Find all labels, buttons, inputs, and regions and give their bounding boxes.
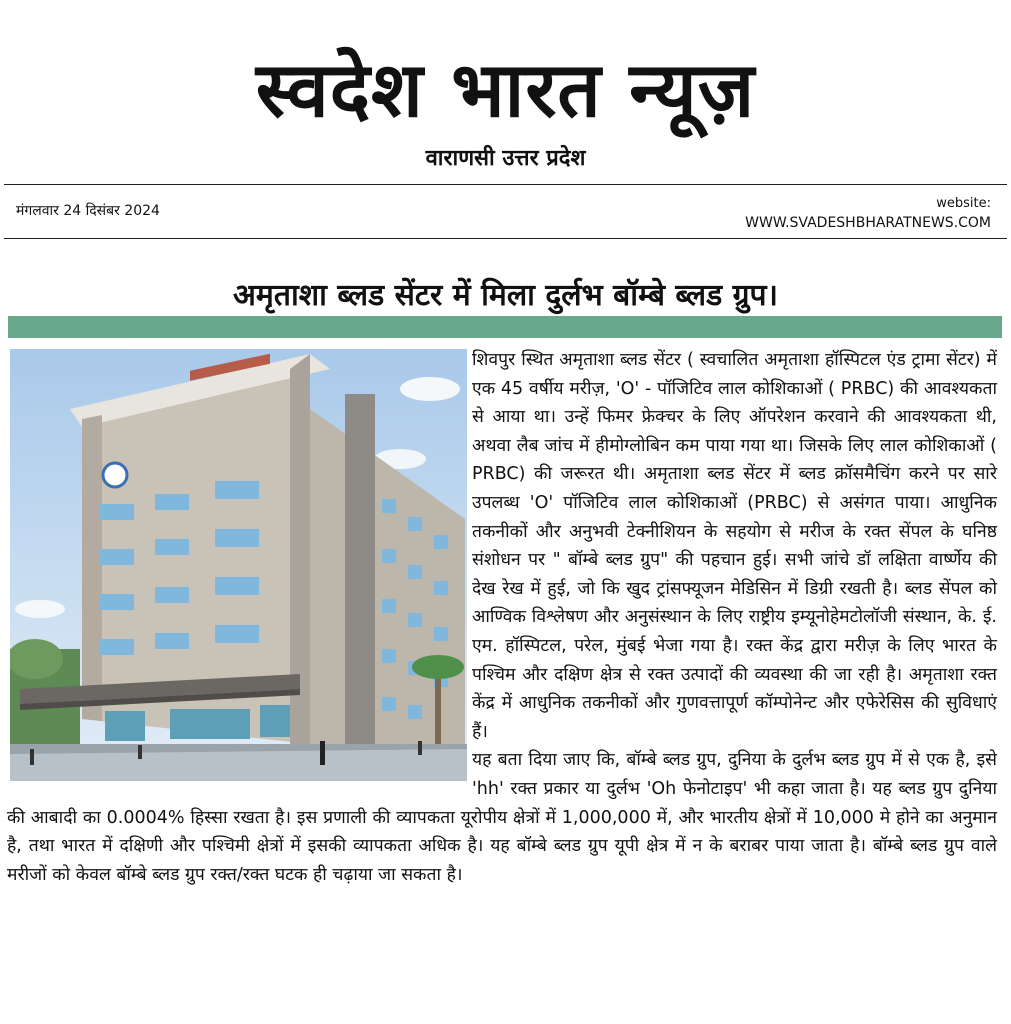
top-divider [4,184,1007,185]
accent-bar [8,316,1002,338]
issue-date: मंगलवार 24 दिसंबर 2024 [16,203,160,219]
website-link[interactable]: WWW.SVADESHBHARATNEWS.COM [745,215,991,231]
bottom-divider [4,238,1007,239]
article-paragraph-2: यह बता दिया जाए कि, बॉम्बे ब्लड ग्रुप, दुनिया के दुर्लभ ब्लड ग्रुप में से एक है, इसे 'hh' रक्त प्रकार या दुर्लभ 'Oh फेनोटाइप' भी कहा जाता है। यह ब्लड ग्रुप दुनिया की आबादी का 0.0004% हिस्सा रखता है। इस प्रणाली की व्यापकता यूरोपीय क्षेत्रों में 1,000,000 में, और भारतीय क्षेत्रों में 10,000 मे होने का अनुमान है, तथा भारत में दक्षिणी और पश्चिमी क्षेत्रों में इसकी व्यापकता अधिक है। यह बॉम्बे ब्लड ग्रुप यूपी क्षेत्र में न के बराबर पाया जाता है। बॉम्बे ब्लड ग्रुप वाले मरीजों को केवल बॉम्बे ब्लड ग्रुप रक्त/रक्त घटक ही चढ़ाया जा सकता है। [7,750,997,885]
article-headline: अमृताशा ब्लड सेंटर में मिला दुर्लभ बॉम्बे ब्लड ग्रुप। [233,278,778,313]
image-wrap-spacer [7,346,472,792]
newspaper-title: स्वदेश भारत न्यूज़ [255,45,756,134]
article-paragraph-1: शिवपुर स्थित अमृताशा ब्लड सेंटर ( स्वचालित अमृताशा हॉस्पिटल एंड ट्रामा सेंटर) में एक 45 वर्षीय मरीज़, 'O' - पॉजिटिव लाल कोशिकाओं ( PRBC) की आवश्यकता से आया था। उन्हें फिमर फ्रेक्चर के लिए ऑपरेशन करवाने की आवश्यकता थी, अथवा लैब जांच में हीमोग्लोबिन कम पाया गया था। जिसके लिए लाल कोशिकाओं ( PRBC) की जरूरत थी। अमृताशा ब्लड सेंटर में ब्लड क्रॉसमैचिंग करने पर सारे उपलब्ध 'O' पॉजिटिव लाल कोशिकाओं (PRBC) से असंगत पाया। आधुनिक तकनीकों और अनुभवी टेक्नीशियन के सहयोग से मरीज के रक्त सेंपल के घनिष्ठ संशोधन पर " बॉम्बे ब्लड ग्रुप" की पहचान हुई। सभी जांचे डॉ लक्षिता वार्ष्णेय की देख रेख में हुई, जो कि खुद ट्रांसफ्यूजन मेडिसिन में डिग्री रखती है। ब्लड सेंपल को आण्विक विश्लेषण और अनुसंस्थान के लिए राष्ट्रीय इम्यूनोहेमटोलॉजी संस्थान, के. ई. एम. हॉस्पिटल, परेल, मुंबई भेजा गया है। रक्त केंद्र द्वारा मरीज़ के लिए भारत के पश्चिम और दक्षिण क्षेत्र से रक्त उत्पादों की व्यवस्था की जा रही है। अमृताशा रक्त केंद्र में आधुनिक तकनीकों और गुणवत्तापूर्ण कॉम्पोनेन्ट और एफेरेसिस की सुविधाएं हैं। [472,350,997,742]
website-label: website: [936,196,991,211]
masthead [0,0,1011,184]
article-body [7,346,997,889]
newspaper-location: वाराणसी उत्तर प्रदेश [425,146,586,171]
